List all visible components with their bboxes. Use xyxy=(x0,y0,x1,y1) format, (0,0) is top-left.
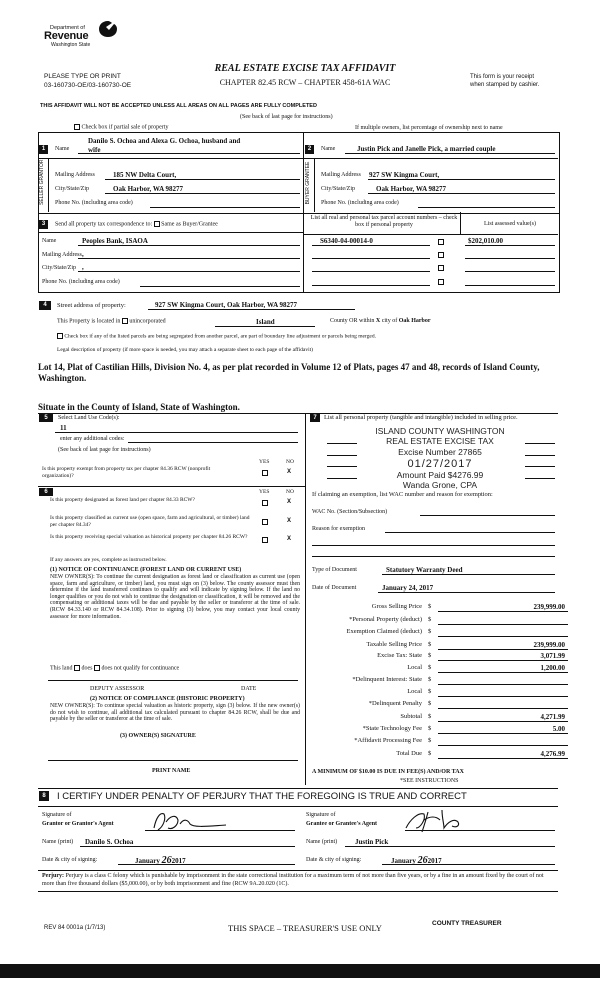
stamp-line1: ISLAND COUNTY WASHINGTON xyxy=(375,426,505,436)
forest-question: Is this property designated as forest land per chapter 84.33 RCW? xyxy=(50,497,195,503)
section-2-number: 2 xyxy=(305,145,314,154)
buyer-name-label: Name xyxy=(321,146,336,152)
section-4-number: 4 xyxy=(39,301,51,310)
grantee-name-label: Name (print) xyxy=(306,839,338,845)
tax-row-value[interactable]: 4,271.99 xyxy=(540,713,565,721)
buyer-name[interactable]: Justin Pick and Janelle Pick, a married couple xyxy=(357,145,496,153)
multi-owner-note: If multiple owners, list percentage of ownership next to name xyxy=(355,125,503,131)
dor-logo xyxy=(44,18,124,52)
grantee-year: 2017 xyxy=(427,857,442,865)
grantee-sig-label-1: Signature of xyxy=(306,812,336,818)
land-use-yes: YES xyxy=(259,459,270,465)
same-as-buyer-checkbox[interactable] xyxy=(154,221,160,227)
tax-row-label: *Delinquent Penalty xyxy=(368,700,422,707)
tax-row-label: Gross Selling Price xyxy=(371,603,422,610)
buyer-phone-label: Phone No. (including area code) xyxy=(321,200,399,206)
tax-row-label: Excise Tax: State xyxy=(377,652,422,659)
corr-city-label: City/State/Zip xyxy=(42,265,76,271)
segregated xyxy=(57,333,376,340)
county-treasurer: COUNTY TREASURER xyxy=(432,920,502,927)
exemption-label: If claiming an exemption, list WAC number and reason for exemption: xyxy=(312,491,493,498)
tax-row-value[interactable]: 3,071.99 xyxy=(540,652,565,660)
county-or-label: County OR xyxy=(330,318,358,324)
seller-name-line1[interactable]: Danilo S. Ochoa and Alexa G. Ochoa, husband and xyxy=(88,137,241,145)
parcels-header: List all real and personal tax parcel account numbers – check box if personal property xyxy=(310,215,458,228)
buyer-mailing-label: Mailing Address xyxy=(321,172,361,178)
personal-property-label: List all personal property (tangible and intangible) included in selling price. xyxy=(324,414,518,421)
section-8-number: 8 xyxy=(39,791,49,801)
tax-dollar: $ xyxy=(428,725,432,732)
receipt-note-1: This form is your receipt xyxy=(470,74,535,80)
corr-name-label: Name xyxy=(42,238,57,244)
tax-row-label: *Personal Property (deduct) xyxy=(349,616,422,623)
deputy-date-label: DATE xyxy=(241,686,257,692)
this-land xyxy=(50,665,179,672)
send-correspondence-label: Send all property tax correspondence to: xyxy=(55,221,153,228)
tax-dollar: $ xyxy=(428,628,432,635)
unincorporated-label: unincorporated xyxy=(129,318,166,325)
stamp-date: 01/27/2017 xyxy=(407,458,473,470)
property-street[interactable]: 927 SW Kingma Court, Oak Harbor, WA 98277 xyxy=(155,301,298,309)
minimum-note: A MINIMUM OF $10.00 IS DUE IN FEE(S) AND/OR TAX xyxy=(312,769,464,775)
corr-mailing[interactable]: , xyxy=(82,250,84,258)
land-use-label: Select Land Use Code(s): xyxy=(58,415,120,421)
tax-row-value[interactable]: 4,276.99 xyxy=(540,750,565,758)
grantor-month: January xyxy=(135,857,160,865)
grantor-name[interactable]: Danilo S. Ochoa xyxy=(85,838,134,846)
grantor-sig-label-2: Grantor or Grantor's Agent xyxy=(42,821,114,827)
does-checkbox[interactable] xyxy=(74,665,80,671)
dept-line1: Department of xyxy=(50,25,85,31)
within-x: X xyxy=(375,318,381,324)
seller-mailing[interactable]: 185 NW Delta Court, xyxy=(113,171,177,179)
certify-title: I CERTIFY UNDER PENALTY OF PERJURY THAT THE FOREGOING IS TRUE AND CORRECT xyxy=(57,791,467,802)
tax-dollar: $ xyxy=(428,652,432,659)
tax-row-label: Local xyxy=(407,664,422,671)
section-1-number: 1 xyxy=(39,145,48,154)
current-use-question: Is this property classified as current use (open space, farm and agricultural, or timber) land per chapter 84.34? xyxy=(50,515,250,528)
personal-property-checkbox-2[interactable] xyxy=(438,252,444,258)
seller-mailing-label: Mailing Address xyxy=(55,172,95,178)
corr-mailing-label: Mailing Address xyxy=(42,252,82,258)
land-use-code[interactable]: 11 xyxy=(60,424,67,432)
send-correspondence xyxy=(55,221,218,228)
warning-text: THIS AFFIDAVIT WILL NOT BE ACCEPTED UNLESS ALL AREAS ON ALL PAGES ARE FULLY COMPLETED xyxy=(40,103,317,109)
tax-row-label: Taxable Selling Price xyxy=(366,641,422,648)
instructions-note: (See back of last page for instructions) xyxy=(240,114,333,120)
reason-label: Reason for exemption xyxy=(312,526,365,532)
doc-date[interactable]: January 24, 2017 xyxy=(382,584,434,592)
tax-row-label: *Affidavit Processing Fee xyxy=(354,737,422,744)
personal-property-checkbox-4[interactable] xyxy=(438,279,444,285)
partial-sale-checkbox[interactable] xyxy=(74,124,80,130)
partial-sale xyxy=(74,124,168,131)
section-7-number: 7 xyxy=(310,414,320,422)
tax-dollar: $ xyxy=(428,603,432,610)
dept-line3: Washington State xyxy=(51,42,91,48)
corr-name[interactable]: Peoples Bank, ISAOA xyxy=(82,237,148,245)
tax-dollar: $ xyxy=(428,688,432,695)
personal-property-checkbox-3[interactable] xyxy=(438,265,444,271)
city-name: Oak Harbor xyxy=(398,318,431,324)
located-label: This Property is located in xyxy=(57,318,121,325)
designation-yes: YES xyxy=(259,489,270,495)
tax-dollar: $ xyxy=(428,664,432,671)
file-numbers: 03-160730-OE/03-160730-OE xyxy=(44,82,132,89)
stamp-line2: REAL ESTATE EXCISE TAX xyxy=(386,436,494,446)
assessed-value-1[interactable]: $202,010.00 xyxy=(468,237,503,245)
does-label: does xyxy=(81,665,93,672)
historic-question: Is this property receiving special valuation as historical property per chapter 84.26 RCW? xyxy=(50,534,248,540)
corr-city[interactable]: , xyxy=(82,263,84,271)
tax-row-value[interactable]: 1,200.00 xyxy=(540,664,565,672)
within-label: within xyxy=(359,318,375,324)
tax-row-value[interactable]: 239,999.00 xyxy=(533,603,565,611)
grantee-date-label: Date & city of signing: xyxy=(306,857,362,863)
legal-situate[interactable]: Situate in the County of Island, State of Washington. xyxy=(38,402,240,412)
personal-property-checkbox-1[interactable] xyxy=(438,239,444,245)
street-label: Street address of property: xyxy=(57,302,126,309)
print-name-label: PRINT NAME xyxy=(152,768,191,774)
tax-dollar: $ xyxy=(428,713,432,720)
seller-city[interactable]: Oak Harbor, WA 98277 xyxy=(113,185,184,193)
county-or xyxy=(330,318,431,325)
stamp-amount: Amount Paid $4276.99 xyxy=(396,470,484,480)
tax-row-label: Local xyxy=(407,688,422,695)
buyer-side-label: BUYER GRANTEE xyxy=(305,161,311,205)
treasurer-space: THIS SPACE – TREASURER'S USE ONLY xyxy=(228,923,382,933)
bottom-scan-border xyxy=(0,964,600,978)
seller-name-line2[interactable]: wife xyxy=(88,146,101,154)
grantor-sig-label-1: Signature of xyxy=(42,812,72,818)
notice-2-title: (2) NOTICE OF COMPLIANCE (HISTORIC PROPERTY) xyxy=(90,696,245,702)
perjury-text: Perjury is a class C felony which is punishable by imprisonment in the state correctional institution for a maximum term of not more than five years, or by a fine in an amount fixed by the court of not more than five thousand dollars ($5,000.00), or by both imprisonment and fine (RCW 9A.20.020 (1C). xyxy=(42,873,544,887)
unincorporated-checkbox[interactable] xyxy=(122,318,128,324)
assessed-header: List assessed value(s) xyxy=(484,221,536,227)
current-use-yes-checkbox[interactable] xyxy=(262,519,268,525)
exempt-no-mark[interactable]: X xyxy=(287,469,292,475)
grantee-day: 26 xyxy=(417,855,428,866)
tax-row-value[interactable]: 5.00 xyxy=(552,725,565,733)
forest-yes-checkbox[interactable] xyxy=(262,500,268,506)
same-as-buyer-label: Same as Buyer/Grantee xyxy=(161,221,218,228)
seller-side-label: SELLER GRANTOR xyxy=(39,159,45,205)
land-use-no: NO xyxy=(286,459,294,465)
grantor-date-label: Date & city of signing: xyxy=(42,857,98,863)
receipt-note-2: when stamped by cashier. xyxy=(470,82,540,88)
segregated-checkbox[interactable] xyxy=(57,333,63,339)
historic-yes-checkbox[interactable] xyxy=(262,537,268,543)
tax-dollar: $ xyxy=(428,676,432,683)
section-6-number: 6 xyxy=(39,488,53,496)
grantor-name-label: Name (print) xyxy=(42,839,74,845)
tax-row-label: Total Due xyxy=(396,750,422,757)
form-number: REV 84 0001a (1/7/13) xyxy=(44,925,106,931)
property-county[interactable]: Island xyxy=(256,318,275,326)
exempt-question: Is this property exempt from property tax per chapter 84.36 RCW (nonprofit organization)? xyxy=(42,466,211,479)
notice-1-title: (1) NOTICE OF CONTINUANCE (FOREST LAND OR CURRENT USE) xyxy=(50,567,242,573)
partial-sale-label: Check box if partial sale of property xyxy=(81,124,169,131)
segregated-note: Check box if any of the listed parcels are being segregated from another parcel, are part of boundary line adjustment or parcels being merged. xyxy=(64,333,376,340)
grantee-month: January xyxy=(391,857,416,865)
grantor-year: 2017 xyxy=(171,857,186,865)
owner-signature-label: (3) OWNER(S) SIGNATURE xyxy=(120,733,196,739)
historic-no-mark[interactable]: X xyxy=(287,536,292,542)
notice-1-text: NEW OWNER(S): To continue the current designation as forest land or classification as current use (open space, farm and agriculture, or timber) land, you must sign on (3) below. The county assessor must then determine if the land transferred continues to qualify and will indicate by signing below. If the land no longer qualifies or you do not wish to continue the designation or classification, it will be removed and the compensating or additional taxes will be due and payable by the seller or transferor at the time of sale. (RCW 84.33.140 or RCW 84.34.108). Prior to signing (3) below, you may contact your local county assessor for more information. xyxy=(50,574,300,620)
tax-row-label: *Delinquent Interest: State xyxy=(352,676,422,683)
deputy-assessor-label: DEPUTY ASSESSOR xyxy=(90,686,145,692)
form-subtitle: CHAPTER 82.45 RCW – CHAPTER 458-61A WAC xyxy=(219,78,391,87)
grantee-name[interactable]: Justin Pick xyxy=(355,838,389,846)
tax-row-value[interactable]: 239,999.00 xyxy=(533,641,565,649)
form-title: REAL ESTATE EXCISE TAX AFFIDAVIT xyxy=(214,63,396,74)
legal-description[interactable]: Lot 14, Plat of Castilian Hills, Division No. 4, as per plat recorded in Volume 12 of Plats, pages 47 and 48, records of Island County, Washington. xyxy=(38,362,540,383)
tax-row-label: Subtotal xyxy=(400,713,422,720)
land-use-see-back: (See back of last page for instructions) xyxy=(58,447,151,453)
stamp-cashier: Wanda Grone, CPA xyxy=(402,480,478,490)
additional-codes-label: enter any additional codes: xyxy=(60,436,125,442)
doc-type[interactable]: Statutory Warranty Deed xyxy=(386,566,463,574)
parcel-number-1[interactable]: S6340-04-00014-0 xyxy=(320,237,373,245)
buyer-mailing[interactable]: 927 SW Kingma Court, xyxy=(369,171,440,179)
doc-date-label: Date of Document xyxy=(312,585,357,591)
seller-city-label: City/State/Zip xyxy=(55,186,89,192)
dept-line2: Revenue xyxy=(44,30,89,42)
tax-row-label: *State Technology Fee xyxy=(362,725,422,732)
this-land-label: This land xyxy=(50,665,73,672)
corr-phone-label: Phone No. (including area code) xyxy=(42,279,120,285)
wac-label: WAC No. (Section/Subsection) xyxy=(312,509,388,515)
buyer-city-label: City/State/Zip xyxy=(321,186,355,192)
buyer-city[interactable]: Oak Harbor, WA 98277 xyxy=(376,185,447,193)
grantee-sig-label-2: Grantee or Grantee's Agent xyxy=(306,821,378,827)
forest-no-mark[interactable]: X xyxy=(287,499,292,505)
tax-dollar: $ xyxy=(428,700,432,707)
section-3-number: 3 xyxy=(39,220,48,229)
tax-dollar: $ xyxy=(428,641,432,648)
see-instructions: *SEE INSTRUCTIONS xyxy=(400,778,459,784)
dor-logo-icon xyxy=(98,20,118,38)
section-5-number: 5 xyxy=(39,414,53,422)
stamp-line3: Excise Number 27865 xyxy=(398,447,482,457)
perjury-label: Perjury: xyxy=(42,873,64,879)
any-yes-note: If any answers are yes, complete as instructed below. xyxy=(50,557,167,563)
tax-dollar: $ xyxy=(428,616,432,623)
does-not-checkbox[interactable] xyxy=(94,665,100,671)
does-not-label: does not qualify for continuance xyxy=(101,665,180,672)
seller-phone-label: Phone No. (including area code) xyxy=(55,200,133,206)
located-in xyxy=(57,318,166,325)
current-use-no-mark[interactable]: X xyxy=(287,518,292,524)
notice-2-text: NEW OWNER(S): To continue special valuation as historic property, sign (3) below. If the new owner(s) do not wish to continue, all additional tax calculated pursuant to chapter 84.26 RCW, shall be due and payable by the seller or transferor at the time of sale. xyxy=(50,703,300,723)
doc-type-label: Type of Document xyxy=(312,567,357,573)
tax-dollar: $ xyxy=(428,750,432,757)
tax-dollar: $ xyxy=(428,737,432,744)
seller-name-label: Name xyxy=(55,146,70,152)
perjury-notice xyxy=(42,873,557,888)
designation-no: NO xyxy=(286,489,294,495)
print-note: PLEASE TYPE OR PRINT xyxy=(44,73,121,80)
city-of-label: city of xyxy=(381,318,398,324)
grantor-day: 26 xyxy=(161,855,172,866)
exempt-yes-checkbox[interactable] xyxy=(262,470,268,476)
tax-row-label: Exemption Claimed (deduct) xyxy=(346,628,422,635)
legal-label: Legal description of property (if more space is needed, you may attach a separate sheet to each page of the affidavit) xyxy=(57,347,313,353)
